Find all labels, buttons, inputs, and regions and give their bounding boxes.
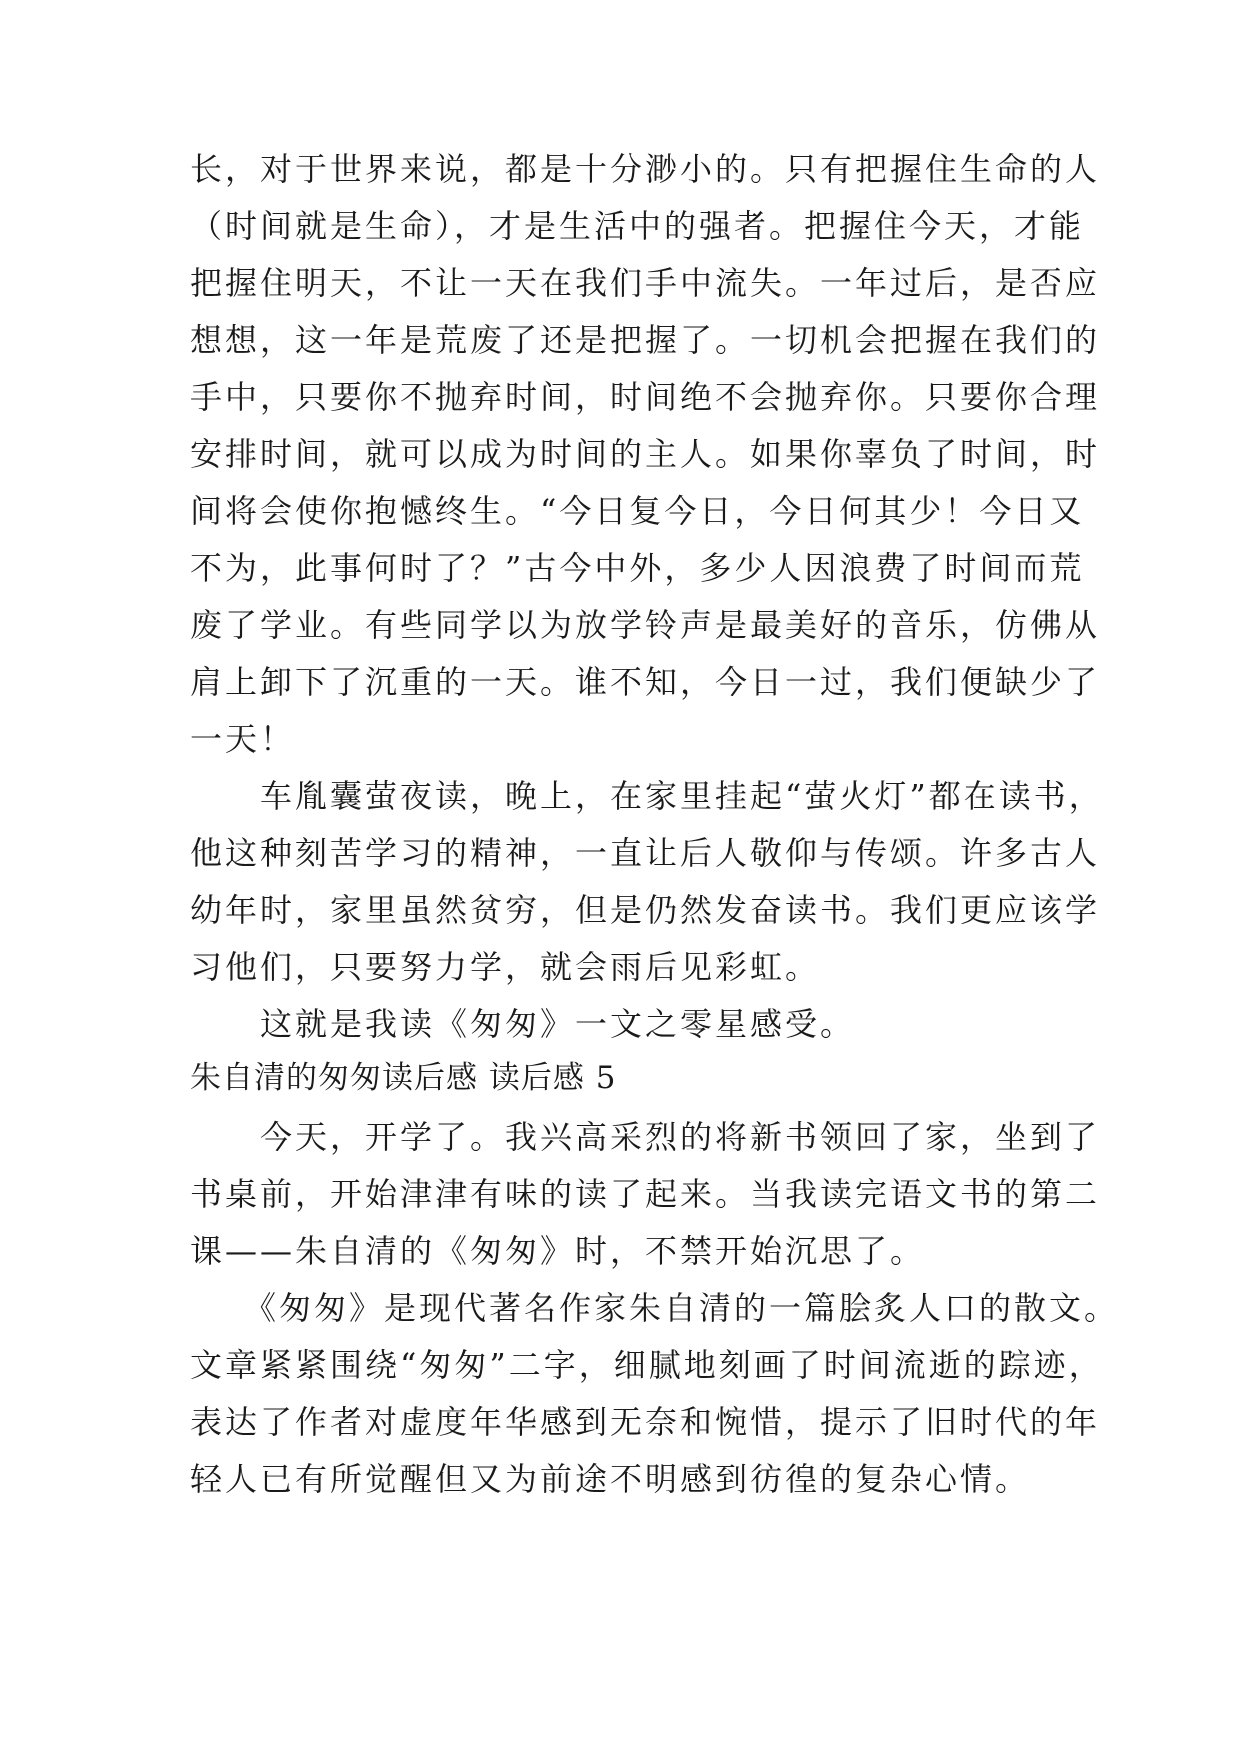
text-line: 间将会使你抱憾终生。“今日复今日，今日何其少！今日又 xyxy=(190,492,1085,530)
text-line: 把握住明天，不让一天在我们手中流失。一年过后，是否应 xyxy=(190,264,1101,302)
text-line: 废了学业。有些同学以为放学铃声是最美好的音乐，仿佛从 xyxy=(190,606,1101,644)
section-heading: 朱自清的匆匆读后感 读后感 5 xyxy=(190,1060,617,1096)
text-line: 文章紧紧围绕“匆匆”二字，细腻地刻画了时间流逝的踪迹， xyxy=(190,1346,1104,1384)
text-line: 不为，此事何时了？”古今中外，多少人因浪费了时间而荒 xyxy=(190,549,1085,587)
text-line: 肩上卸下了沉重的一天。谁不知，今日一过，我们便缺少了 xyxy=(190,663,1101,701)
text-line: 表达了作者对虚度年华感到无奈和惋惜，提示了旧时代的年 xyxy=(190,1403,1101,1441)
text-line: 这就是我读《匆匆》一文之零星感受。 xyxy=(190,1005,856,1043)
text-line: 幼年时，家里虽然贫穷，但是仍然发奋读书。我们更应该学 xyxy=(190,891,1101,929)
text-line: 长，对于世界来说，都是十分渺小的。只有把握住生命的人 xyxy=(190,150,1101,188)
text-line: （时间就是生命），才是生活中的强者。把握住今天，才能 xyxy=(190,207,1085,245)
text-line: 书桌前，开始津津有味的读了起来。当我读完语文书的第二 xyxy=(190,1175,1101,1213)
text-line: 手中，只要你不抛弃时间，时间绝不会抛弃你。只要你合理 xyxy=(190,378,1101,416)
text-line: 想想，这一年是荒废了还是把握了。一切机会把握在我们的 xyxy=(190,321,1101,359)
text-line: 安排时间，就可以成为时间的主人。如果你辜负了时间，时 xyxy=(190,435,1101,473)
text-line: 一天！ xyxy=(190,720,296,758)
text-line: 今天，开学了。我兴高采烈的将新书领回了家，坐到了 xyxy=(190,1118,1101,1156)
text-line: 习他们，只要努力学，就会雨后见彩虹。 xyxy=(190,948,821,986)
text-line: 课——朱自清的《匆匆》时，不禁开始沉思了。 xyxy=(190,1232,926,1270)
text-line: 《匆匆》是现代著名作家朱自清的一篇脍炙人口的散文。 xyxy=(190,1289,1120,1327)
text-line: 车胤囊萤夜读，晚上，在家里挂起“萤火灯”都在读书， xyxy=(190,777,1104,815)
text-line: 轻人已有所觉醒但又为前途不明感到彷徨的复杂心情。 xyxy=(190,1460,1031,1498)
text-line: 他这种刻苦学习的精神，一直让后人敬仰与传颂。许多古人 xyxy=(190,834,1101,872)
